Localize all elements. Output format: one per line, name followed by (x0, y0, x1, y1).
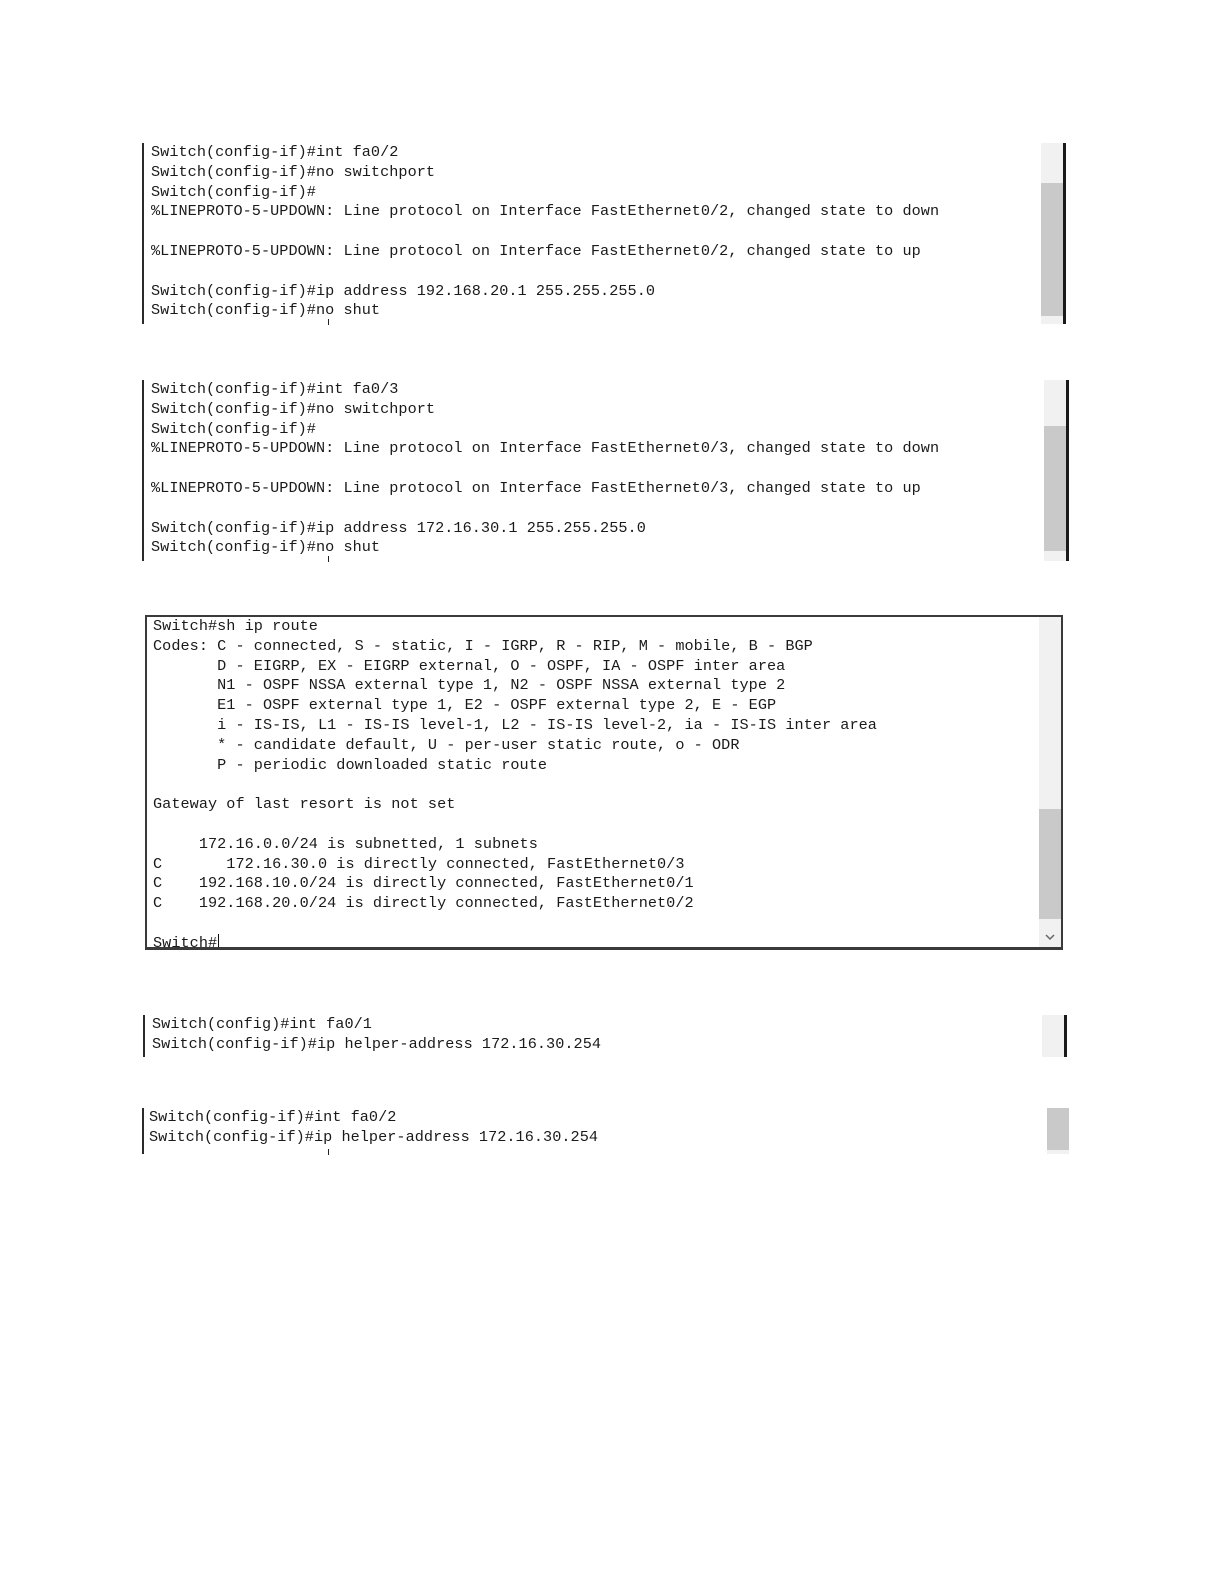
vertical-scrollbar[interactable] (1041, 143, 1063, 324)
console-line (151, 499, 1039, 519)
console-output (151, 380, 1039, 561)
console-line: Gateway of last resort is not set (153, 795, 456, 814)
console-line: Switch(config-if)#ip helper-address 172.16.30.254 (152, 1034, 602, 1053)
text-cursor (218, 934, 219, 947)
console-line: P - periodic downloaded static route (153, 755, 548, 774)
console-panel-1 (142, 143, 1066, 324)
vertical-scrollbar[interactable] (1042, 1015, 1064, 1057)
console-line: C 172.16.30.0 is directly connected, FastEthernet0/3 (153, 854, 685, 873)
console-line: %LINEPROTO-5-UPDOWN: Line protocol on Interface FastEthernet0/2, changed state to up (151, 241, 921, 260)
console-line: E1 - OSPF external type 1, E2 - OSPF external type 2, E - EGP (153, 696, 777, 715)
console-line: Switch(config-if)#ip address 192.168.20.1 255.255.255.0 (151, 281, 656, 300)
console-line: D - EIGRP, EX - EIGRP external, O - OSPF, IA - OSPF inter area (153, 656, 786, 675)
scrollbar-thumb[interactable] (1039, 809, 1061, 919)
console-line: Switch(config-if)#no shut (151, 538, 381, 557)
console-left-border (142, 1108, 144, 1154)
console-line: Switch(config-if)#no switchport (151, 399, 436, 418)
console-line: Switch(config-if)#no shut (151, 301, 381, 320)
text-caret (328, 556, 329, 562)
console-line: Switch(config-if)#int fa0/3 (151, 380, 399, 398)
console-left-border (143, 1015, 145, 1057)
console-line (151, 459, 1039, 479)
console-right-border (1066, 380, 1069, 561)
console-line: %LINEPROTO-5-UPDOWN: Line protocol on Interface FastEthernet0/2, changed state to down (151, 202, 940, 221)
console-right-border (1063, 143, 1066, 324)
vertical-scrollbar[interactable] (1044, 380, 1066, 561)
console-panel-4 (143, 1015, 1067, 1057)
console-line (153, 775, 1031, 795)
console-line: Switch(config-if)#ip address 172.16.30.1 255.255.255.0 (151, 518, 646, 537)
console-line: %LINEPROTO-5-UPDOWN: Line protocol on Interface FastEthernet0/3, changed state to down (151, 439, 940, 458)
console-right-border (1064, 1015, 1067, 1057)
vertical-scrollbar[interactable] (1039, 617, 1061, 947)
console-line (153, 934, 1031, 947)
console-line: N1 - OSPF NSSA external type 1, N2 - OSPF NSSA external type 2 (153, 676, 786, 695)
console-line: C 192.168.20.0/24 is directly connected, FastEthernet0/2 (153, 894, 694, 913)
console-line: i - IS-IS, L1 - IS-IS level-1, L2 - IS-IS level-2, ia - IS-IS inter area (153, 715, 877, 734)
console-panel-3 (145, 615, 1063, 950)
prompt-text: Switch# (153, 933, 218, 947)
console-line (153, 815, 1031, 835)
scrollbar-thumb[interactable] (1044, 426, 1066, 551)
scrollbar-thumb[interactable] (1047, 1108, 1069, 1150)
console-output (151, 143, 1036, 324)
console-line: Switch(config-if)#int fa0/2 (151, 143, 399, 161)
console-output (149, 1108, 1039, 1154)
console-line: Switch(config-if)#int fa0/2 (149, 1108, 397, 1126)
text-caret (328, 319, 329, 325)
console-line: C 192.168.10.0/24 is directly connected, FastEthernet0/1 (153, 874, 694, 893)
chevron-down-icon[interactable] (1039, 927, 1061, 947)
console-left-border (142, 143, 144, 324)
console-line: Switch(config-if)#no switchport (151, 162, 436, 181)
console-line: Switch(config)#int fa0/1 (152, 1015, 372, 1033)
console-left-border (142, 380, 144, 561)
console-line (151, 222, 1036, 242)
console-panel-5 (142, 1108, 1069, 1154)
console-output (153, 617, 1031, 947)
console-line: Codes: C - connected, S - static, I - IGRP, R - RIP, M - mobile, B - BGP (153, 636, 813, 655)
console-line: 172.16.0.0/24 is subnetted, 1 subnets (153, 834, 538, 853)
console-line (153, 914, 1031, 934)
console-line: %LINEPROTO-5-UPDOWN: Line protocol on Interface FastEthernet0/3, changed state to up (151, 478, 921, 497)
console-line: * - candidate default, U - per-user static route, o - ODR (153, 735, 740, 754)
scrollbar-thumb[interactable] (1041, 183, 1063, 316)
console-line: Switch#sh ip route (153, 617, 318, 635)
vertical-scrollbar[interactable] (1047, 1108, 1069, 1154)
console-output (152, 1015, 1037, 1057)
console-panel-2 (142, 380, 1069, 561)
console-line (151, 262, 1036, 282)
console-line: Switch(config-if)# (151, 182, 316, 201)
console-line: Switch(config-if)# (151, 419, 316, 438)
text-caret (328, 1149, 329, 1155)
console-line: Switch(config-if)#ip helper-address 172.16.30.254 (149, 1127, 599, 1146)
